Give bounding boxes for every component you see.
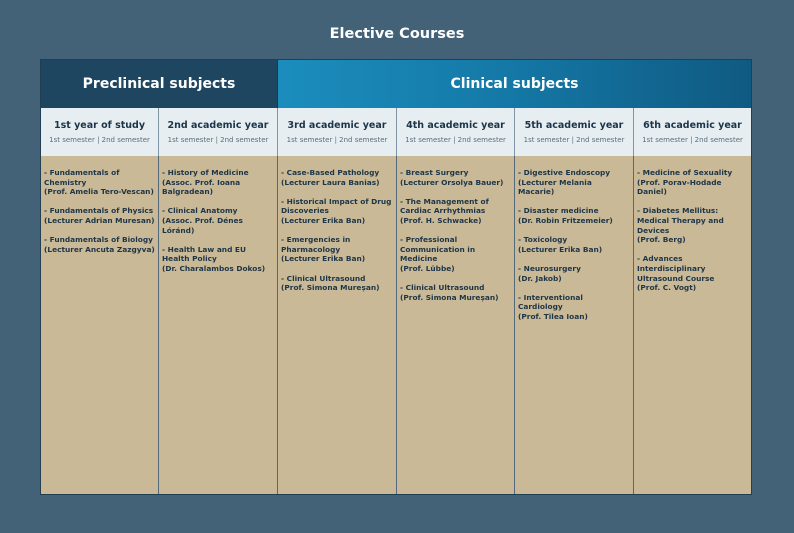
course-teacher: (Prof. Berg)	[637, 235, 686, 245]
course-name: - Breast Surgery	[400, 168, 469, 177]
semester-label: 1st semester | 2nd semester	[642, 136, 743, 144]
year-header-4	[397, 108, 515, 156]
group-header-row	[41, 60, 751, 108]
course-name: - Advances Interdisciplinary Ultrasound Course	[637, 254, 715, 283]
course-name: - Toxicology	[518, 235, 568, 245]
semester-label: 1st semester | 2nd semester	[167, 136, 269, 144]
course-item	[518, 206, 630, 225]
page-title: Elective Courses	[329, 26, 465, 42]
course-name: - Professional Communication in Medicine	[400, 235, 476, 264]
course-name: - Interventional Cardiology	[518, 292, 583, 312]
course-item	[518, 235, 630, 254]
course-item	[400, 168, 511, 187]
course-teacher: (Assoc. Prof. Ioana Balgradean)	[162, 177, 241, 197]
course-teacher: (Lecturer Orsolya Bauer)	[400, 177, 504, 187]
course-teacher: (Lecturer Adrian Muresan)	[44, 215, 155, 225]
course-name: - Clinical Ultrasound	[281, 273, 366, 283]
semester-label: 1st semester | 2nd semester	[523, 136, 625, 144]
course-teacher: (Assoc. Prof. Dénes Lóránd)	[162, 215, 243, 235]
course-item	[281, 235, 393, 264]
course-name: - The Management of Cardiac Arrhythmias	[400, 196, 489, 216]
year-title: 6th academic year	[643, 120, 742, 131]
course-column-3	[278, 156, 397, 494]
course-name: - Medicine of Sexuality	[637, 168, 733, 177]
course-teacher: (Lecturer Erika Ban)	[281, 215, 366, 225]
courses-row	[41, 156, 751, 494]
course-item	[281, 168, 393, 187]
course-name: - Emergencies in Pharmacology	[281, 235, 351, 254]
course-teacher: (Prof. Simona Mureșan)	[400, 292, 499, 302]
preclinical-group-header: Preclinical subjects	[41, 60, 278, 108]
course-teacher: (Prof. C. Vogt)	[637, 283, 697, 293]
course-item	[518, 168, 630, 197]
clinical-group-header: Clinical subjects	[278, 60, 751, 108]
course-name: - Fundamentals of Chemistry	[44, 168, 120, 187]
course-item	[637, 168, 748, 197]
semester-label: 1st semester | 2nd semester	[405, 136, 506, 144]
course-item	[518, 293, 630, 322]
course-teacher: (Dr. Charalambos Dokos)	[162, 263, 266, 273]
course-name: - Case-Based Pathology	[281, 168, 380, 177]
course-name: - Historical Impact of Drug Discoveries	[281, 196, 392, 216]
semester-label: 1st semester | 2nd semester	[49, 136, 150, 144]
course-item	[162, 245, 274, 274]
course-name: - History of Medicine	[162, 168, 249, 177]
course-item	[44, 235, 155, 254]
year-title: 2nd academic year	[167, 120, 269, 131]
course-teacher: (Lecturer Melania Macarie)	[518, 177, 592, 197]
course-teacher: (Prof. H. Schwacke)	[400, 215, 482, 225]
course-name: - Disaster medicine	[518, 206, 599, 216]
year-header-row	[41, 108, 751, 156]
course-item	[400, 283, 511, 302]
course-item	[44, 206, 155, 225]
year-header-5	[515, 108, 634, 156]
year-title: 1st year of study	[53, 120, 146, 131]
course-name: - Fundamentals of Physics	[44, 206, 154, 216]
course-teacher: (Lecturer Ancuta Zazgyva)	[44, 244, 155, 254]
course-name: - Clinical Ultrasound	[400, 283, 485, 293]
course-teacher: (Dr. Robin Fritzemeier)	[518, 215, 613, 225]
course-teacher: (Lecturer Laura Banias)	[281, 177, 380, 187]
course-item	[44, 168, 155, 197]
course-teacher: (Prof. Amelia Tero-Vescan)	[44, 187, 154, 197]
course-item	[162, 206, 274, 235]
semester-label: 1st semester | 2nd semester	[286, 136, 388, 144]
course-item	[281, 197, 393, 226]
course-teacher: (Lecturer Erika Ban)	[518, 244, 603, 254]
elective-courses-table	[40, 59, 752, 495]
year-title: 3rd academic year	[287, 120, 387, 131]
course-column-5	[515, 156, 634, 494]
course-teacher: (Lecturer Erika Ban)	[281, 254, 366, 264]
course-item	[518, 264, 630, 283]
course-name: - Diabetes Mellitus: Medical Therapy and Devices	[637, 206, 724, 235]
course-name: - Fundamentals of Biology	[44, 235, 153, 245]
year-title: 4th academic year	[406, 120, 505, 131]
course-teacher: (Dr. Jakob)	[518, 273, 562, 283]
course-teacher: (Prof. Porav-Hodade Daniel)	[637, 177, 722, 197]
year-header-3	[278, 108, 397, 156]
course-item	[281, 274, 393, 293]
course-column-4	[397, 156, 515, 494]
course-column-6	[634, 156, 751, 494]
course-name: - Clinical Anatomy	[162, 206, 238, 216]
course-item	[162, 168, 274, 197]
course-item	[637, 206, 748, 244]
course-column-2	[159, 156, 278, 494]
year-header-2	[159, 108, 278, 156]
course-name: - Neurosurgery	[518, 263, 581, 273]
course-teacher: (Prof. Tilea Ioan)	[518, 311, 588, 321]
year-header-1	[41, 108, 159, 156]
course-name: - Digestive Endoscopy	[518, 168, 611, 177]
course-column-1	[41, 156, 159, 494]
course-item	[400, 197, 511, 226]
course-item	[400, 235, 511, 273]
year-header-6	[634, 108, 751, 156]
course-name: - Health Law and EU Health Policy	[162, 244, 246, 264]
course-teacher: (Prof. Lübbe)	[400, 263, 455, 273]
course-teacher: (Prof. Simona Mureșan)	[281, 283, 380, 293]
year-title: 5th academic year	[524, 120, 624, 131]
course-item	[637, 254, 748, 292]
